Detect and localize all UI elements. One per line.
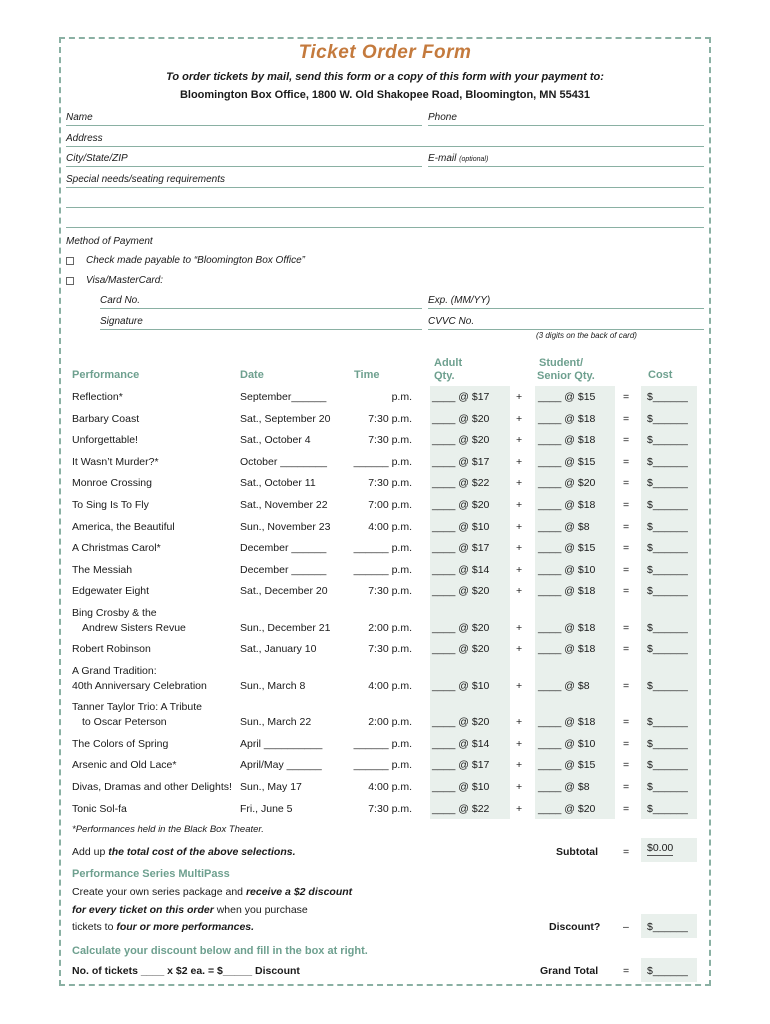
senior-qty-field[interactable]: ____ @ $15 bbox=[538, 759, 596, 771]
senior-qty-field[interactable]: ____ @ $18 bbox=[538, 585, 596, 597]
performance-name: The Messiah bbox=[72, 564, 133, 576]
performance-date: Sat., October 4 bbox=[240, 434, 311, 446]
header-performance: Performance bbox=[72, 369, 140, 381]
cost-field[interactable]: $______ bbox=[647, 643, 688, 655]
plus-sign: + bbox=[516, 622, 523, 634]
performance-date: Sun., May 17 bbox=[240, 781, 302, 793]
performance-name: Robert Robinson bbox=[72, 643, 151, 655]
special-needs-line-2[interactable] bbox=[66, 207, 704, 208]
performance-name: Bing Crosby & the bbox=[72, 607, 157, 619]
performance-name: Arsenic and Old Lace* bbox=[72, 759, 177, 771]
performance-time: 7:30 p.m. bbox=[368, 643, 412, 655]
senior-qty-field[interactable]: ____ @ $20 bbox=[538, 477, 596, 489]
card-label: Visa/MasterCard: bbox=[86, 275, 164, 286]
senior-qty-field[interactable]: ____ @ $15 bbox=[538, 542, 596, 554]
box-office-address: Bloomington Box Office, 1800 W. Old Shakopee Road, Bloomington, MN 55431 bbox=[179, 89, 591, 101]
senior-qty-field[interactable]: ____ @ $18 bbox=[538, 434, 596, 446]
senior-qty-field[interactable]: ____ @ $15 bbox=[538, 456, 596, 468]
senior-qty-field[interactable]: ____ @ $15 bbox=[538, 391, 596, 403]
performance-time: 7:00 p.m. bbox=[368, 499, 412, 511]
plus-sign: + bbox=[516, 680, 523, 692]
header-cost: Cost bbox=[648, 369, 673, 381]
performance-name: Edgewater Eight bbox=[72, 585, 150, 597]
performance-name-continued: to Oscar Peterson bbox=[82, 716, 167, 728]
equals-sign: = bbox=[623, 759, 630, 771]
header-adult-qty: Adult Qty. bbox=[434, 357, 463, 382]
phone-field[interactable] bbox=[428, 112, 704, 126]
adult-qty-field[interactable]: ____ @ $17 bbox=[432, 542, 490, 554]
performance-name: Tonic Sol-fa bbox=[72, 803, 127, 815]
plus-sign: + bbox=[516, 456, 523, 468]
special-needs-line-3[interactable] bbox=[66, 227, 704, 228]
performance-time: 4:00 p.m. bbox=[368, 680, 412, 692]
expiration-label: Exp. (MM/YY) bbox=[428, 295, 491, 306]
performance-time: ______ p.m. bbox=[353, 759, 412, 771]
adult-qty-field[interactable]: ____ @ $22 bbox=[432, 477, 490, 489]
plus-sign: + bbox=[516, 585, 523, 597]
cvvc-label: CVVC No. bbox=[428, 316, 475, 327]
adult-qty-column-shade bbox=[430, 386, 510, 819]
footnote: *Performances held in the Black Box Theater. bbox=[72, 824, 264, 835]
performance-time: 7:30 p.m. bbox=[368, 585, 412, 597]
performance-date: Sun., December 21 bbox=[240, 622, 331, 634]
cost-field[interactable]: $______ bbox=[647, 781, 688, 793]
adult-qty-field[interactable]: ____ @ $20 bbox=[432, 643, 490, 655]
performance-name: Reflection* bbox=[72, 391, 123, 403]
check-label: Check made payable to “Bloomington Box Office” bbox=[86, 255, 305, 266]
performance-name-continued: Andrew Sisters Revue bbox=[82, 622, 186, 634]
cost-field[interactable]: $______ bbox=[647, 456, 688, 468]
performance-time: 7:30 p.m. bbox=[368, 477, 412, 489]
cost-field[interactable]: $______ bbox=[647, 738, 688, 750]
city-label: City/State/ZIP bbox=[66, 153, 128, 164]
cost-field[interactable]: $______ bbox=[647, 413, 688, 425]
performance-date: December ______ bbox=[240, 542, 327, 554]
cost-field[interactable]: $______ bbox=[647, 499, 688, 511]
performance-name-continued: 40th Anniversary Celebration bbox=[72, 680, 207, 692]
performance-date: April/May ______ bbox=[240, 759, 322, 771]
adult-qty-field[interactable]: ____ @ $10 bbox=[432, 680, 490, 692]
performance-time: ______ p.m. bbox=[353, 542, 412, 554]
equals-sign: = bbox=[623, 499, 630, 511]
addup-text: Add up the total cost of the above selections. bbox=[72, 846, 296, 858]
cost-field[interactable]: $______ bbox=[647, 759, 688, 771]
cost-field[interactable]: $______ bbox=[647, 585, 688, 597]
performance-name: Tanner Taylor Trio: A Tribute bbox=[72, 701, 202, 713]
adult-qty-field[interactable]: ____ @ $17 bbox=[432, 391, 490, 403]
adult-qty-field[interactable]: ____ @ $20 bbox=[432, 434, 490, 446]
plus-sign: + bbox=[516, 477, 523, 489]
adult-qty-field[interactable]: ____ @ $17 bbox=[432, 759, 490, 771]
payment-heading: Method of Payment bbox=[66, 236, 153, 247]
performance-time: 4:00 p.m. bbox=[368, 781, 412, 793]
card-checkbox[interactable] bbox=[66, 277, 74, 285]
calc-heading: Calculate your discount below and fill in the box at right. bbox=[72, 945, 368, 957]
performance-time: ______ p.m. bbox=[353, 456, 412, 468]
cost-field[interactable]: $______ bbox=[647, 521, 688, 533]
grand-total-value[interactable]: $______ bbox=[647, 965, 688, 977]
performance-date: Sat., December 20 bbox=[240, 585, 328, 597]
cost-field[interactable]: $______ bbox=[647, 622, 688, 634]
equals-sign: = bbox=[623, 716, 630, 728]
performance-name: Divas, Dramas and other Delights! bbox=[72, 781, 232, 793]
equals-sign: = bbox=[623, 434, 630, 446]
plus-sign: + bbox=[516, 803, 523, 815]
performance-time: 7:30 p.m. bbox=[368, 413, 412, 425]
performance-name: It Wasn’t Murder?* bbox=[72, 456, 159, 468]
cost-field[interactable]: $______ bbox=[647, 434, 688, 446]
plus-sign: + bbox=[516, 738, 523, 750]
subtotal-value[interactable]: $0.00 bbox=[647, 842, 674, 854]
performance-time: 2:00 p.m. bbox=[368, 716, 412, 728]
grand-total-label: Grand Total bbox=[540, 965, 599, 977]
equals-sign: = bbox=[623, 738, 630, 750]
senior-qty-field[interactable]: ____ @ $18 bbox=[538, 413, 596, 425]
performance-name: A Christmas Carol* bbox=[72, 542, 161, 554]
adult-qty-field[interactable]: ____ @ $10 bbox=[432, 781, 490, 793]
performance-time: 7:30 p.m. bbox=[368, 434, 412, 446]
cost-field[interactable]: $______ bbox=[647, 542, 688, 554]
performance-name: Monroe Crossing bbox=[72, 477, 152, 489]
senior-qty-field[interactable]: ____ @ $18 bbox=[538, 643, 596, 655]
cost-field[interactable]: $______ bbox=[647, 391, 688, 403]
email-label: E-mail bbox=[428, 153, 457, 164]
performance-date: October ________ bbox=[240, 456, 327, 468]
plus-sign: + bbox=[516, 643, 523, 655]
plus-sign: + bbox=[516, 434, 523, 446]
multipass-line-3: tickets to four or more performances. bbox=[72, 921, 255, 933]
equals-sign: = bbox=[623, 781, 630, 793]
adult-qty-field[interactable]: ____ @ $17 bbox=[432, 456, 490, 468]
performance-date: December ______ bbox=[240, 564, 327, 576]
performance-time: ______ p.m. bbox=[353, 564, 412, 576]
plus-sign: + bbox=[516, 542, 523, 554]
equals-sign: = bbox=[623, 803, 630, 815]
form-title: Ticket Order Form bbox=[298, 42, 472, 63]
performance-date: April __________ bbox=[240, 738, 323, 750]
performance-date: Fri., June 5 bbox=[240, 803, 293, 815]
adult-qty-field[interactable]: ____ @ $20 bbox=[432, 499, 490, 511]
performance-time: p.m. bbox=[391, 391, 412, 403]
performance-date: Sun., November 23 bbox=[240, 521, 331, 533]
equals-sign: = bbox=[623, 622, 630, 634]
adult-qty-field[interactable]: ____ @ $14 bbox=[432, 564, 490, 576]
adult-qty-field[interactable]: ____ @ $20 bbox=[432, 585, 490, 597]
discount-label: Discount? bbox=[549, 921, 601, 933]
performance-time: 7:30 p.m. bbox=[368, 803, 412, 815]
cost-field[interactable]: $______ bbox=[647, 477, 688, 489]
senior-qty-field[interactable]: ____ @ $18 bbox=[538, 622, 596, 634]
multipass-line-1: Create your own series package and receive a $2 discount bbox=[72, 886, 353, 898]
header-student-senior-qty: Student/ Senior Qty. bbox=[537, 357, 595, 382]
equals-sign: = bbox=[623, 585, 630, 597]
discount-value[interactable]: $______ bbox=[647, 921, 688, 933]
calc-line[interactable]: No. of tickets ____ x $2 ea. = $_____ Discount bbox=[72, 965, 300, 977]
subtotal-label: Subtotal bbox=[556, 846, 598, 858]
name-label: Name bbox=[66, 112, 93, 123]
expiration-field[interactable] bbox=[428, 295, 704, 309]
equals-sign: = bbox=[623, 456, 630, 468]
multipass-heading: Performance Series MultiPass bbox=[72, 868, 230, 880]
cost-field[interactable]: $______ bbox=[647, 803, 688, 815]
performance-date: Sat., September 20 bbox=[240, 413, 331, 425]
email-field[interactable] bbox=[428, 153, 704, 167]
performance-date: Sun., March 22 bbox=[240, 716, 312, 728]
senior-qty-field[interactable]: ____ @ $8 bbox=[538, 521, 590, 533]
senior-qty-field[interactable]: ____ @ $20 bbox=[538, 803, 596, 815]
card-number-label: Card No. bbox=[100, 295, 141, 306]
performance-time: 2:00 p.m. bbox=[368, 622, 412, 634]
mail-instructions: To order tickets by mail, send this form or a copy of this form with your payment to: bbox=[166, 71, 604, 83]
senior-qty-column-shade bbox=[535, 386, 615, 819]
plus-sign: + bbox=[516, 499, 523, 511]
performance-date: Sat., January 10 bbox=[240, 643, 317, 655]
senior-qty-field[interactable]: ____ @ $10 bbox=[538, 564, 596, 576]
plus-sign: + bbox=[516, 759, 523, 771]
signature-field[interactable] bbox=[100, 316, 422, 330]
performance-name: To Sing Is To Fly bbox=[72, 499, 149, 511]
subtotal-equals: = bbox=[623, 846, 630, 858]
performance-time: 4:00 p.m. bbox=[368, 521, 412, 533]
card-number-field[interactable] bbox=[100, 295, 422, 309]
adult-qty-field[interactable]: ____ @ $10 bbox=[432, 521, 490, 533]
adult-qty-field[interactable]: ____ @ $20 bbox=[432, 716, 490, 728]
equals-sign: = bbox=[623, 564, 630, 576]
header-date: Date bbox=[240, 369, 264, 381]
name-field[interactable] bbox=[66, 112, 422, 126]
performance-name: The Colors of Spring bbox=[72, 738, 169, 750]
discount-minus: – bbox=[623, 921, 629, 933]
address-field[interactable] bbox=[66, 133, 704, 147]
adult-qty-field[interactable]: ____ @ $20 bbox=[432, 413, 490, 425]
equals-sign: = bbox=[623, 680, 630, 692]
city-state-zip-field[interactable] bbox=[66, 153, 422, 167]
equals-sign: = bbox=[623, 542, 630, 554]
phone-label: Phone bbox=[428, 112, 457, 123]
performance-name: America, the Beautiful bbox=[72, 521, 175, 533]
header-time: Time bbox=[354, 369, 380, 381]
special-needs-label: Special needs/seating requirements bbox=[66, 174, 225, 185]
plus-sign: + bbox=[516, 716, 523, 728]
equals-sign: = bbox=[623, 413, 630, 425]
plus-sign: + bbox=[516, 413, 523, 425]
special-needs-field[interactable] bbox=[66, 174, 704, 188]
cost-field[interactable]: $______ bbox=[647, 716, 688, 728]
equals-sign: = bbox=[623, 477, 630, 489]
performance-date: Sat., November 22 bbox=[240, 499, 328, 511]
performance-name: A Grand Tradition: bbox=[72, 665, 157, 677]
cvvc-note: (3 digits on the back of card) bbox=[536, 331, 637, 340]
multipass-line-2: for every ticket on this order when you purchase bbox=[72, 904, 308, 916]
card-option[interactable] bbox=[66, 275, 163, 286]
cvvc-field[interactable] bbox=[428, 316, 704, 330]
plus-sign: + bbox=[516, 564, 523, 576]
adult-qty-field[interactable]: ____ @ $20 bbox=[432, 622, 490, 634]
signature-label: Signature bbox=[100, 316, 143, 327]
plus-sign: + bbox=[516, 781, 523, 793]
performance-name: Barbary Coast bbox=[72, 413, 140, 425]
performance-date: September______ bbox=[240, 391, 327, 403]
equals-sign: = bbox=[623, 521, 630, 533]
senior-qty-field[interactable]: ____ @ $18 bbox=[538, 499, 596, 511]
grand-total-equals: = bbox=[623, 965, 630, 977]
cost-field[interactable]: $______ bbox=[647, 564, 688, 576]
performance-date: Sun., March 8 bbox=[240, 680, 306, 692]
performance-name: Unforgettable! bbox=[72, 434, 138, 446]
equals-sign: = bbox=[623, 643, 630, 655]
equals-sign: = bbox=[623, 391, 630, 403]
senior-qty-field[interactable]: ____ @ $8 bbox=[538, 781, 590, 793]
email-optional-note: (optional) bbox=[459, 156, 489, 163]
senior-qty-field[interactable]: ____ @ $10 bbox=[538, 738, 596, 750]
adult-qty-field[interactable]: ____ @ $14 bbox=[432, 738, 490, 750]
check-option[interactable] bbox=[66, 255, 305, 266]
senior-qty-field[interactable]: ____ @ $18 bbox=[538, 716, 596, 728]
performance-date: Sat., October 11 bbox=[240, 477, 316, 489]
plus-sign: + bbox=[516, 391, 523, 403]
cost-field[interactable]: $______ bbox=[647, 680, 688, 692]
plus-sign: + bbox=[516, 521, 523, 533]
check-checkbox[interactable] bbox=[66, 257, 74, 265]
senior-qty-field[interactable]: ____ @ $8 bbox=[538, 680, 590, 692]
cost-column-shade bbox=[641, 386, 697, 819]
adult-qty-field[interactable]: ____ @ $22 bbox=[432, 803, 490, 815]
performance-time: ______ p.m. bbox=[353, 738, 412, 750]
address-label: Address bbox=[66, 133, 103, 144]
